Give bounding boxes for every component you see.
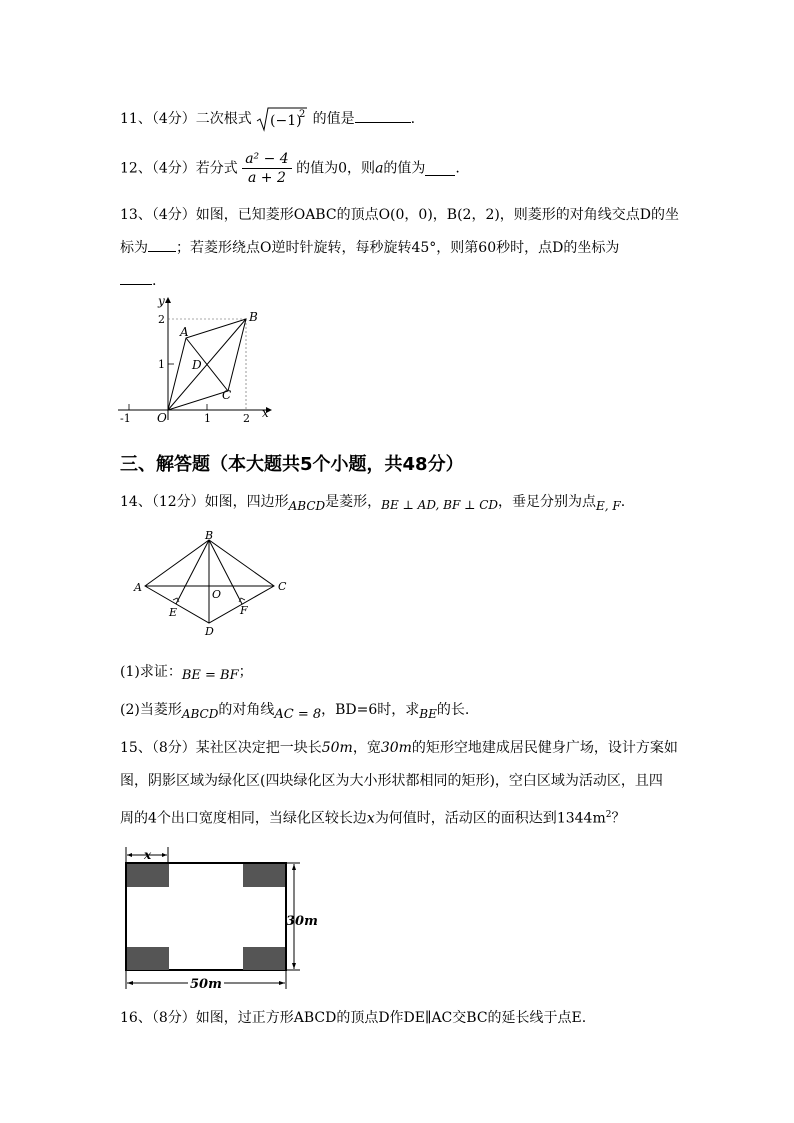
q14-part2-shape: ABCD [181, 707, 219, 721]
q12-numerator: a² − 4 [242, 150, 292, 169]
width-label: 50m [190, 977, 222, 992]
tick-label-x2: 2 [243, 412, 250, 425]
q14-part2-b: 的对角线 [218, 702, 275, 718]
q12-end: . [455, 160, 460, 177]
q12-var: a [375, 160, 384, 177]
label-d: D [205, 625, 214, 638]
answer-blank [148, 237, 176, 252]
q12-middle: 的值为0，则 [296, 160, 376, 177]
green-area-top-right [243, 864, 285, 887]
q14-part2-var: BE [419, 707, 437, 721]
rectangle-plaza-figure [118, 845, 328, 995]
q11-radicand: (−1) [270, 113, 302, 129]
q11-end: . [410, 111, 416, 127]
q14-part1-text: 求证： [139, 664, 182, 680]
height-label: 30m [286, 914, 318, 929]
label-f: F [240, 604, 248, 617]
point-b-label: B [249, 310, 258, 324]
q11-suffix: 的值是 [312, 111, 355, 127]
arrow-right-icon [162, 853, 167, 857]
x-label: x [144, 848, 152, 862]
q15-line3b: 为何值时，活动区的面积达到 [374, 810, 557, 827]
question-15-line3 [120, 805, 625, 829]
green-area-bottom-left [127, 947, 169, 970]
q15-len: 50m [321, 740, 353, 756]
segment-be [176, 540, 209, 604]
q15-line1a: 15、（8分）某社区决定把一块长 [120, 740, 322, 756]
label-o: O [212, 588, 222, 601]
q12-suffix: 的值为 [383, 160, 426, 177]
question-14 [120, 492, 625, 512]
q13-line2a: 标为 [120, 240, 148, 256]
right-angle-e-icon [173, 598, 179, 602]
rhombus-coordinate-figure [116, 295, 276, 425]
q15-area: 1344m [556, 810, 606, 827]
label-b: B [205, 530, 214, 542]
section-heading: 三、解答题（本大题共5个小题，共48分） [120, 454, 464, 475]
q14-part2 [120, 700, 469, 721]
q14-part2-expr: AC = 8 [274, 707, 322, 722]
q14-part2-num: (2) [120, 702, 140, 718]
q12-prefix: 12、（4分）若分式 [120, 160, 238, 177]
tick-label-xm1: -1 [120, 412, 131, 425]
q14-cond: BE ⊥ AD, BF ⊥ CD [381, 498, 498, 512]
sqrt-sign-icon [256, 106, 308, 132]
q15-var: x [366, 810, 375, 827]
q13-line2b: ；若菱形绕点O逆时针旋转，每秒旋转45°，则第60秒时，点D的坐标为 [176, 240, 620, 256]
q14-end: . [620, 494, 626, 510]
y-axis-label: y [158, 295, 165, 308]
q14-part1-expr: BE = BF [181, 668, 239, 683]
q14-suffix: ，垂足分别为点 [498, 494, 596, 510]
y-axis-arrow-icon [165, 297, 171, 303]
q14-feet: E, F [596, 499, 621, 513]
right-angle-f-icon [239, 598, 245, 602]
question-13-line1: 13、（4分）如图，已知菱形OABC的顶点O(0，0)，B(2，2)，则菱形的对角线交点D的坐 [120, 207, 680, 223]
x-axis-label: x [262, 406, 269, 420]
arrow-left-icon [127, 853, 132, 857]
q15-line1c: 的矩形空地建成居民健身广场，设计方案如 [411, 740, 678, 756]
arrow-down-icon [292, 963, 296, 969]
arrow-up-icon [292, 864, 296, 870]
q14-part1-num: (1) [120, 664, 140, 680]
q14-shape: ABCD [288, 499, 326, 513]
green-area-bottom-right [243, 947, 285, 970]
point-d-label: D [192, 358, 202, 372]
rhombus-abcd-figure [130, 530, 295, 640]
q15-area-exp: 2 [605, 810, 612, 820]
question-16: 16、（8分）如图，过正方形ABCD的顶点D作DE∥AC交BC的延长线于点E. [120, 1010, 587, 1026]
question-12 [120, 150, 460, 187]
point-c-label: C [222, 388, 232, 402]
answer-blank [355, 108, 411, 123]
arrow-right-icon [279, 981, 285, 985]
q13-line3-end: . [152, 273, 157, 289]
q14-mid: 是菱形， [325, 494, 382, 510]
q14-prefix: 14、（12分）如图，四边形 [120, 494, 289, 510]
question-13-line2 [120, 237, 619, 258]
tick-label-y1: 1 [158, 358, 165, 371]
q12-fraction [242, 150, 292, 187]
q15-wid: 30m [380, 740, 412, 756]
q11-prefix: 11、（4分）二次根式 [120, 111, 252, 127]
point-a-label: A [180, 325, 189, 339]
q14-part2-c: ，BD=6时，求 [321, 702, 420, 718]
q15-line3a: 周的4个出口宽度相同，当绿化区较长边 [120, 810, 367, 827]
question-15-line1 [120, 738, 678, 758]
q14-part2-a: 当菱形 [139, 702, 182, 718]
answer-blank [120, 270, 152, 285]
green-area-top-left [127, 864, 169, 887]
label-c: C [278, 580, 287, 593]
question-15-line2: 图，阴影区域为绿化区(四块绿化区为大小形状都相同的矩形)，空白区域为活动区，且四 [120, 773, 663, 789]
q11-sqrt [256, 106, 308, 132]
q12-denominator: a + 2 [247, 170, 286, 186]
q11-exp: 2 [299, 109, 306, 120]
q15-line1b: ，宽 [352, 740, 381, 756]
label-e: E [169, 606, 178, 619]
tick-label-y2: 2 [158, 313, 165, 326]
q14-part2-d: 的长. [436, 702, 470, 718]
q14-part1-end: ； [238, 664, 253, 680]
question-11 [120, 106, 415, 132]
tick-label-x1: 1 [204, 412, 211, 425]
question-13-line3 [120, 270, 156, 291]
q15-line3-end: ？ [611, 810, 626, 827]
answer-blank [425, 161, 455, 176]
label-a: A [134, 581, 142, 594]
q14-part1 [120, 662, 253, 683]
origin-label: O [157, 411, 167, 425]
arrow-left-icon [127, 981, 133, 985]
